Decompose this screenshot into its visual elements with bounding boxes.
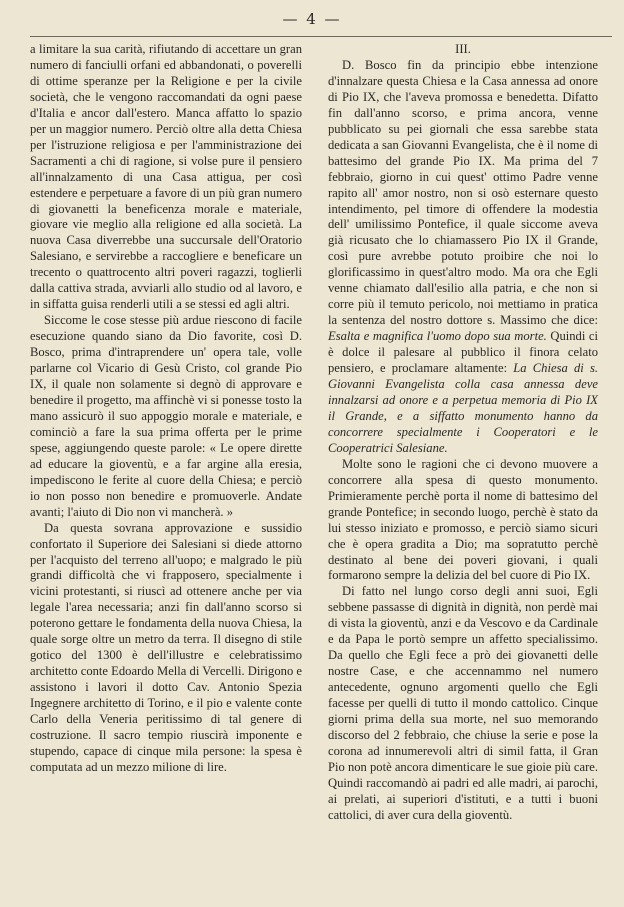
header-rule: [30, 36, 612, 37]
paragraph: a limitare la sua carità, rifiutando di accettare un gran numero di fanciulli orfani ed abbandonati, o poverelli di ottime speranze per la Religione e per la civile società, che le vengono raccomandati da ogni paese d'Italia e ancor dall'estero. Manca affatto lo spazio per un maggior numero. Perciò oltre alla detta Chiesa per l'istruzione religiosa e per l'amministrazione dei Sacramenti a chi di ragione, si volse pure il pensiero all'innalzamento di una Casa attigua, per così estendere e perpetuare a favore di un più gran numero di giovanetti la beneficenza morale e materiale, giovare vie meglio alla religione ed alla società. La nuova Casa diverrebbe una succursale dell'Oratorio Salesiano, e servirebbe a raccogliere e beneficare un trecento o quattrocento altri poveri ragazzi, toglierli dalla cattiva strada, avviarli allo studio od al lavoro, e in siffatta guisa renderli utili a se stessi ed agli altri.: [30, 42, 302, 312]
dedication-text: La Chiesa di s. Giovanni Evangelista colla casa annessa deve innalzarsi ad onore e a perpetua memoria di Pio IX il Grande, e a siffatto monumento hanno da concorrere specialmente i Cooperatori e le Cooperatrici Salesiane.: [328, 361, 598, 455]
paragraph: Di fatto nel lungo corso degli anni suoi, Egli sebbene passasse di dignità in dignità, non perdè mai di vista la gioventù, anzi e da Vescovo e da Cardinale e da Papa le portò sempre un affetto specialissimo. Da quello che Egli fece a prò dei giovanetti delle nostre Case, e che accennammo nel numero antecedente, ognuno argomenti quello che Egli facesse per quelli di tutto il mondo cattolico. Cinque giorni prima della sua morte, nel suo memorando discorso del 2 febbraio, che chiuse la serie e pose la corona ad innumerevoli altri di simil fatta, il Gran Pio non potè ancora dimenticare le sue gioie più care. Quindi raccomandò ai padri ed alle madri, ai parochi, ai prelati, ai superiori d'istituti, e a tutti i buoni cattolici, di aver cura della gioventù.: [328, 584, 598, 822]
page-number: — 4 —: [282, 10, 342, 28]
paragraph: [328, 58, 598, 457]
left-column: [30, 42, 302, 776]
paragraph: Siccome le cose stesse più ardue riescono di facile esecuzione quando siano da Dio favorite, così D. Bosco, prima d'intraprendere un' opera tale, volle parlarne col Vicario di Gesù Cristo, col grande Pio IX, il quale non solamente si degnò di approvare e benedire il progetto, ma affinchè vi si ponesse tosto la mano assicurò il suo appoggio morale e materiale, e cominciò a fare la sua prima offerta per le prime spese, aggiungendo queste parole: « Le opere dirette ad educare la gioventù, e a far argine alla eresia, impediscono le ferite al cuore della Chiesa; e perciò io non posso non benedire e promuoverle. Andate avanti; l'aiuto di Dio non vi mancherà. »: [30, 313, 302, 519]
paragraph: Da questa sovrana approvazione e sussidio confortato il Superiore dei Salesiani si diede attorno per l'acquisto del terreno all'uopo; e malgrado le più grandi difficoltà che vi frapposero, specialmente i vicini protestanti, si riuscì ad ottenere anche per via legale l'area necessaria; anzi fin dall'anno scorso si poterono gettare le fondamenta della nuova Chiesa, la quale sorge oltre un metro da terra. Il disegno di stile gotico del 1300 è dell'illustre e celebratissimo architetto conte Edoardo Mella di Vercelli. Dirigono e assistono i lavori il dotto Cav. Antonio Spezia Ingegnere architetto di Torino, e il pio e valente conte Carlo della Veneria peritissimo di tal genere di costruzione. Il sacro tempio riuscirà imponente e stupendo, capace di cinque mila persone: la spesa è computata ad un mezzo milione di lire.: [30, 520, 302, 774]
paragraph-text: Quindi ci è dolce il palesare al pubblico il finora celato pensiero, e proclamare altamente:: [328, 329, 598, 376]
section-title: III.: [455, 42, 471, 56]
right-column: [328, 42, 598, 824]
paragraph: Molte sono le ragioni che ci devono muovere a concorrere alla spesa di questo monumento. Primieramente perchè porta il nome di battesimo del grande Pontefice; in secondo luogo, perchè è stato da lui stesso iniziato e promosso, e perciò siamo sicuri che è opera gradita a Dio; ma sopratutto perchè destinato al bene dei poveri giovani, i quali formarono sempre la delizia del bel cuore di Pio IX.: [328, 456, 598, 583]
quote: Esalta e magnifica l'uomo dopo sua morte.: [328, 329, 547, 344]
paragraph-text: D. Bosco fin da principio ebbe intenzione d'innalzare questa Chiesa e la Casa annessa ad onore di Pio IX, che l'aveva promossa e benedetta. Difatto fin dall'anno scorso, e prima ancora, venne pubblicato su pei giornali che essa sarebbe stata dedicata a san Giovanni Evangelista, che è il nome di battesimo del grande Pio IX. Ma prima del 7 febbraio, giorno in cui quest' ottimo Padre venne rapito all' amor nostro, non si osò esternare questo intendimento, pel timore di offendere la modestia dell' umilissimo Pontefice, il quale siccome aveva già ricusato che lo chiamassero Pio IX il Grande, così pure avrebbe potuto proibire che noi lo glorificassimo in quest'altro modo. Ma ora che Egli venne chiamato dall'esilio alla patria, e che non si corre più il temuto pericolo, noi mettiamo in pratica la sentenza del nostro dottore s. Massimo che dice:: [328, 57, 598, 328]
